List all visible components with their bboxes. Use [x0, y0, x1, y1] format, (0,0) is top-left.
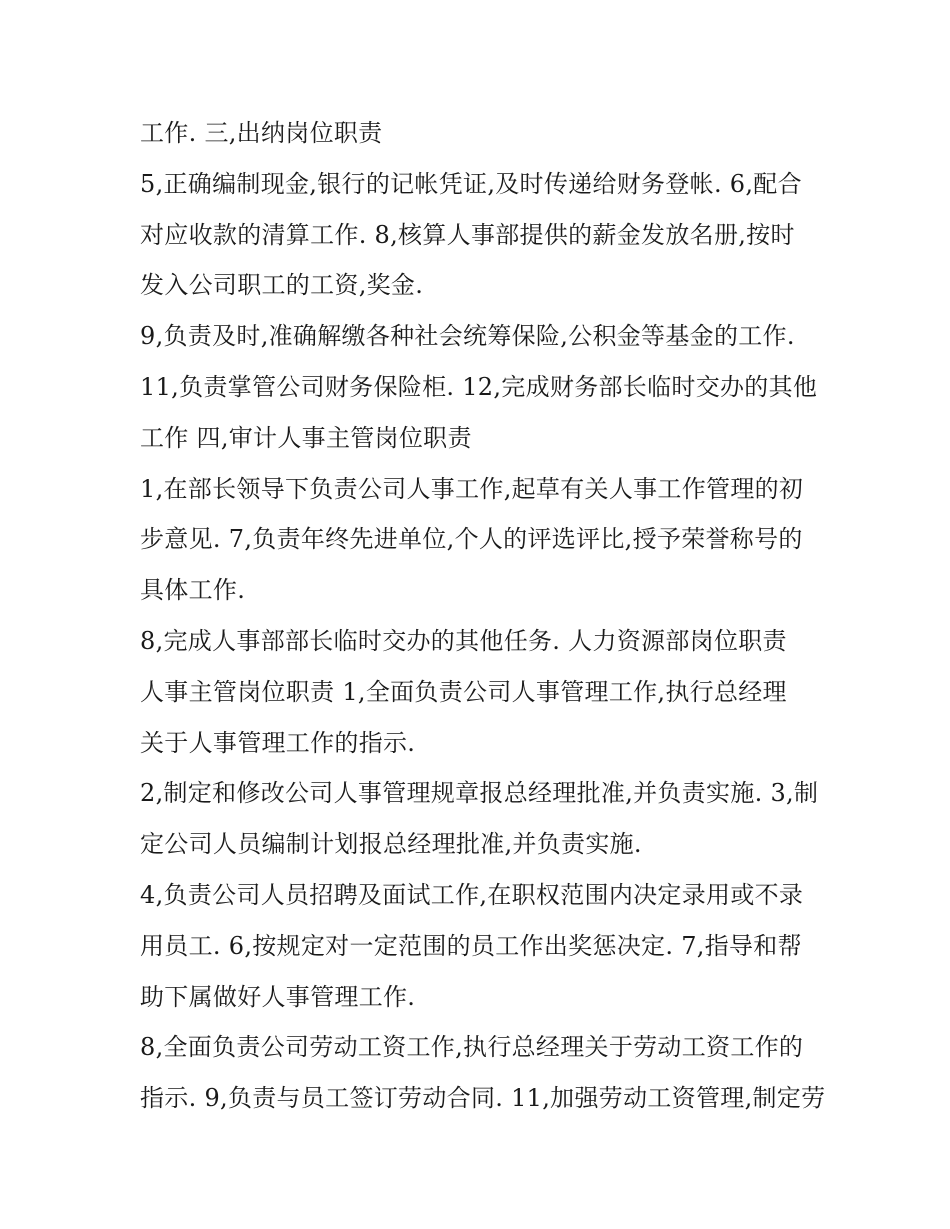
text-line: 8,完成人事部部长临时交办的其他任务. 人力资源部岗位职责: [140, 626, 787, 655]
text-line: 指示. 9,负责与员工签订劳动合同. 11,加强劳动工资管理,制定劳: [140, 1084, 826, 1113]
text-line: 人事主管岗位职责 1,全面负责公司人事管理工作,执行总经理: [140, 677, 787, 706]
text-line: 1,在部长领导下负责公司人事工作,起草有关人事工作管理的初: [140, 474, 804, 503]
text-line: 2,制定和修改公司人事管理规章报总经理批准,并负责实施. 3,制: [140, 779, 819, 808]
text-line: 8,全面负责公司劳动工资工作,执行总经理关于劳动工资工作的: [140, 1033, 804, 1062]
text-line: 步意见. 7,负责年终先进单位,个人的评选评比,授予荣誉称号的: [140, 525, 803, 554]
text-line: 关于人事管理工作的指示.: [140, 728, 416, 757]
text-line: 5,正确编制现金,银行的记帐凭证,及时传递给财务登帐. 6,配合: [140, 169, 802, 198]
text-line: 工作. 三,出纳岗位职责: [140, 119, 383, 147]
document-body: [140, 108, 830, 1124]
text-line: 具体工作.: [140, 576, 246, 605]
text-line: 助下属做好人事管理工作.: [140, 982, 416, 1011]
text-line: 发入公司职工的工资,奖金.: [140, 271, 424, 300]
text-line: 对应收款的清算工作. 8,核算人事部提供的薪金发放名册,按时: [140, 220, 795, 249]
text-line: 4,负责公司人员招聘及面试工作,在职权范围内决定录用或不录: [140, 880, 804, 909]
text-line: 11,负责掌管公司财务保险柜. 12,完成财务部长临时交办的其他: [140, 372, 818, 401]
text-line: 9,负责及时,准确解缴各种社会统筹保险,公积金等基金的工作.: [140, 322, 795, 351]
text-line: 用员工. 6,按规定对一定范围的员工作出奖惩决定. 7,指导和帮: [140, 931, 802, 960]
text-line: 工作 四,审计人事主管岗位职责: [140, 423, 472, 452]
text-line: 定公司人员编制计划报总经理批准,并负责实施.: [140, 830, 642, 859]
